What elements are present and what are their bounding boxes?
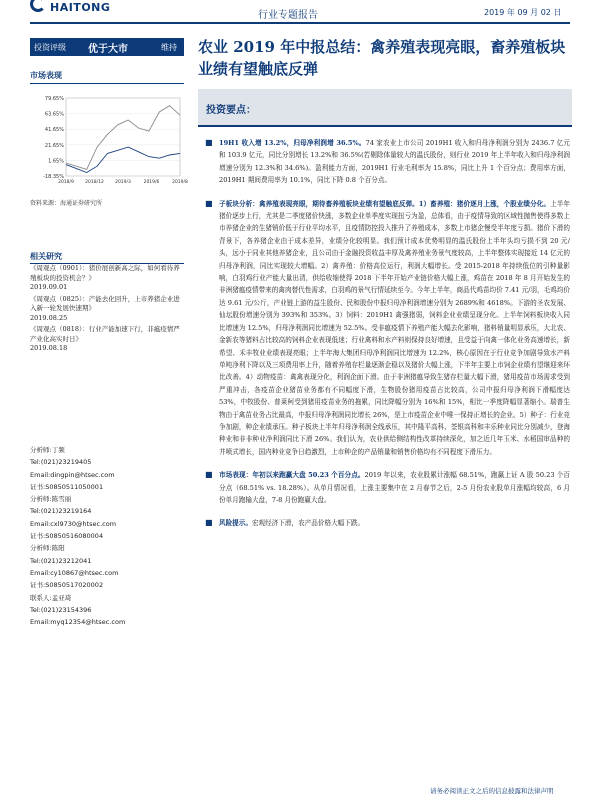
report-type: 行业专题报告 (258, 10, 318, 21)
analyst-tel: Tel:(021)23219164 (30, 507, 92, 516)
contact-tel: Tel:(021)23154396 (30, 605, 92, 614)
key-points-list (203, 137, 570, 541)
related-report-title[interactable]: 《周观点（0825）：产能去化回升，上市养猪企业进入新一轮发展快速期》 (30, 294, 180, 312)
logo-brand-text: HAITONG (50, 1, 111, 14)
chart-x-tick-label: 2019/8 (172, 180, 188, 185)
rating-label: 投资评级 (34, 43, 66, 52)
related-research-title: 相关研究 (30, 251, 62, 261)
key-point (203, 137, 570, 187)
related-report-title[interactable]: 《周观点（0818）：行业产能加速下行，非瘟疫情严产业化高实时日》 (30, 325, 180, 343)
key-point-lead: 子板块分析：禽养殖表现亮眼，期待畜养殖板块业绩有望触底反弹。1）畜养殖：猪价逐月上涨，个股业绩分化。 (219, 199, 551, 208)
haitong-logo (30, 0, 120, 18)
analyst-email[interactable]: Email:dingpin@htsec.com (30, 470, 115, 479)
key-point-text: 2019 年以来，农业股累计涨幅 68.51%，跑赢上证 A 股 50.23 个百分点（68.51% vs. 18.28%）。从单月情况看，上涨主要集中在 2 月春节之后，2-5 月份农业股单月涨幅均较高，6 月份单月跑输大盘，7-8 月份跑赢大盘。 (219, 471, 570, 504)
rating-action: 维持 (161, 43, 177, 52)
related-report-date: 2019.08.18 (30, 344, 68, 352)
chart-y-tick-label: 1.65% (48, 158, 64, 165)
analyst-name: 分析师:陈阳 (30, 544, 65, 553)
analyst-certificate: 证书:S0850511050001 (30, 482, 104, 491)
chart-y-tick-label: 63.65% (44, 111, 64, 118)
contact-email[interactable]: Email:myq12354@htsec.com (30, 618, 126, 627)
market-title-divider (30, 83, 184, 84)
bullet-square-icon: ■ (205, 198, 213, 208)
chart-x-tick-label: 2019/6 (143, 180, 160, 185)
investment-rating-box (30, 38, 184, 56)
related-report-title[interactable]: 《周观点（0901）：猪价展创新高之际，如何看待养殖板块的投资机会？》 (30, 264, 180, 282)
bullet-square-icon: ■ (205, 138, 213, 147)
disclaimer-footer: 请务必阅读正文之后的信息披露和法律声明 (430, 787, 554, 795)
analyst-name: 分析师:丁频 (30, 446, 65, 454)
analyst-email[interactable]: Email:cxl9730@htsec.com (30, 519, 117, 528)
chart-x-tick-label: 2018/9 (58, 180, 74, 185)
chart-source: 资料来源：海通证券研究所 (30, 200, 103, 207)
related-report-date: 2019.09.01 (30, 283, 68, 291)
chart-y-tick-label: 41.65% (44, 127, 64, 134)
analyst-name: 分析师:陈雪丽 (30, 495, 72, 504)
contact-name: 联系人:孟亚琦 (30, 593, 72, 602)
key-point-text: 上半年猪价逐步上行，尤其是二季度猪价快涨，多数企业单季度实现扭亏为盈，总体看，由于疫情导致的区域性抛售使得多数上市养猪企业的生猪销价低于行业平均水平，且疫情防控投入推升了养殖成本，多数上市猪企慢受半年度亏损。猪价下滑的背景下，各养猪企业由于成本差异，业绩分化较明显。我们预计成本优势明显的温氏股份上半年头均亏损不到 20 元/头，远小于同业其他养猪企业，且公司由于金融投资收益丰厚及禽养殖业务景气度较高，上半年整体实现接近 14 亿元的归母净利润，同比实现较大增幅。2）禽养殖：价格高位运行，利润大幅增长。受 2015-2018 年持续低位的引种量影响，白羽鸡行业产能大量出清，供给收缩使得 2018 下半年开始产业链价格大幅上涨，鸡苗在 2018 年 8 月开始发生的非洲猪瘟疫情带来的禽肉替代性需求，白羽鸡的景气行情延续至今。今年上半年，商品代鸡苗均价 7.41 元/羽，毛鸡均价达 9.61 元/公斤，产业链上游的益生股份、民和股份中报归母净利润增速分别为 2689%和 4618%。下游的圣农发展、仙坛股份增速分别为 393%和 353%。3）饲料：2019H1 禽强猪弱，饲料企业业绩呈现分化。上半年饲料板块收入同比增速为 12.5%，归母净利润同比增速为 52.5%。受非瘟疫情下养殖产能大幅去化影响，猪料销量明显承压，大北农、金新农等猪料占比较高的饲料企业表现低迷；行业禽料和水产料则保持良好增速，且受益于向禽一体化业务高速增长，新希望、禾丰牧业业绩表现亮眼；上半年海大集团归母净利润同比增速为 12.2%，核心原因在于行业竞争加剧导致水产料单吨净利下降以及三项费用率上升，随着养殖存栏量逐渐企稳以及猪价大幅上涨，下半年主要上市饲企业绩有望继迎来环比改善。4）动物疫苗：禽禽表现分化，利润企面下滑。由于非洲猪瘟导致生猪存栏量大幅下滑，猪用疫苗市场需求受到严重冲击，各疫苗企业猪苗业务都有不同幅度下滑，生物股份猪用疫苗占比较高，公司中报归母净利润下滑幅度达 53%，中牧股份、普莱柯受到猪用疫苗业务的拖累，同比降幅分别为 16%和 15%，相比一季度降幅显著缩小。瑞普生物由于禽苗业务占比最高，中报归母净利润同比增长 26%，是上市疫苗企业中唯一保持正增长的企业。5）种子：行业竞争加剧，种企业绩承压。种子板块上半年归母净利润全线承压，其中隆平高科、荃银高科和丰乐种业同比分别减少，登海种业和非非种业净利润同比下滑 26%。我们认为，农业供给侧结构性改革持续深化，加之近几年玉米、水稻国审品种的井喷式增长，国内种业竞争日趋激烈，上市种企的产品销量和销售价格均有不同程度下滑压力。 (219, 199, 570, 456)
chart-y-tick-label: 21.65% (44, 142, 64, 149)
chart-y-tick-label: 79.65% (44, 96, 64, 102)
key-point (203, 198, 570, 459)
related-report-date: 2019.08.25 (30, 313, 68, 322)
key-point-lead: 市场表现：年初以来跑赢大盘 50.23 个百分点。 (219, 471, 365, 480)
market-performance-chart (30, 92, 188, 192)
key-point-text: 宏观经济下滑，农产品价格大幅下跌。 (251, 519, 365, 528)
analyst-tel: Tel:(021)23219405 (30, 458, 92, 467)
analyst-certificate: 证书:S0850517020002 (30, 581, 104, 590)
chart-x-tick-label: 2018/12 (85, 180, 104, 185)
report-header (0, 0, 600, 26)
analyst-tel: Tel:(021)23212041 (30, 556, 92, 565)
key-point-text: 74 家农业上市公司 2019H1 收入和归母净利润分别为 2436.7 亿元和 103.9 亿元，同比分别增长 13.2%和 36.5%(若剔除体量较大的温氏股份，则行业 2019 年上半年收入和归母净利润增速分别为 12.3%和 34.6%)。盈利能力方面，2019H1 行业毛利率为 15.8%，同比上升 1 个百分点；费用率方面，2019H1 期间费用率为 10.1%，同比下降 0.8 个百分点。 (219, 139, 571, 185)
key-point-lead: 风险提示。 (219, 519, 252, 528)
market-performance-title: 市场表现 (30, 70, 62, 80)
rating-value: 优于大市 (88, 44, 128, 55)
logo-mark-icon (30, 0, 46, 12)
key-point (203, 517, 570, 529)
bullet-square-icon: ■ (205, 470, 213, 480)
related-research-list (30, 264, 184, 356)
report-date: 2019 年 09 月 02 日 (484, 8, 562, 17)
key-point (203, 469, 570, 506)
header-divider (30, 22, 570, 24)
key-point-lead: 19H1 收入增 13.2%，归母净利润增 36.5%。 (219, 139, 366, 147)
chart-y-tick-label: -18.35% (43, 174, 64, 180)
analyst-email[interactable]: Email:cy10867@htsec.com (30, 568, 119, 577)
report-title: 农业 2019 年中报总结：禽养殖表现亮眼，畜养殖板块业绩有望触底反弹 (198, 38, 566, 78)
bullet-square-icon: ■ (205, 518, 213, 528)
key-points-label: 投资要点： (206, 105, 256, 116)
chart-x-tick-label: 2019/3 (115, 180, 131, 185)
chart-series-line (66, 106, 180, 170)
key-points-banner (198, 89, 572, 127)
analyst-certificate: 证书:S0850516080004 (30, 532, 104, 541)
analyst-contacts (30, 444, 184, 628)
